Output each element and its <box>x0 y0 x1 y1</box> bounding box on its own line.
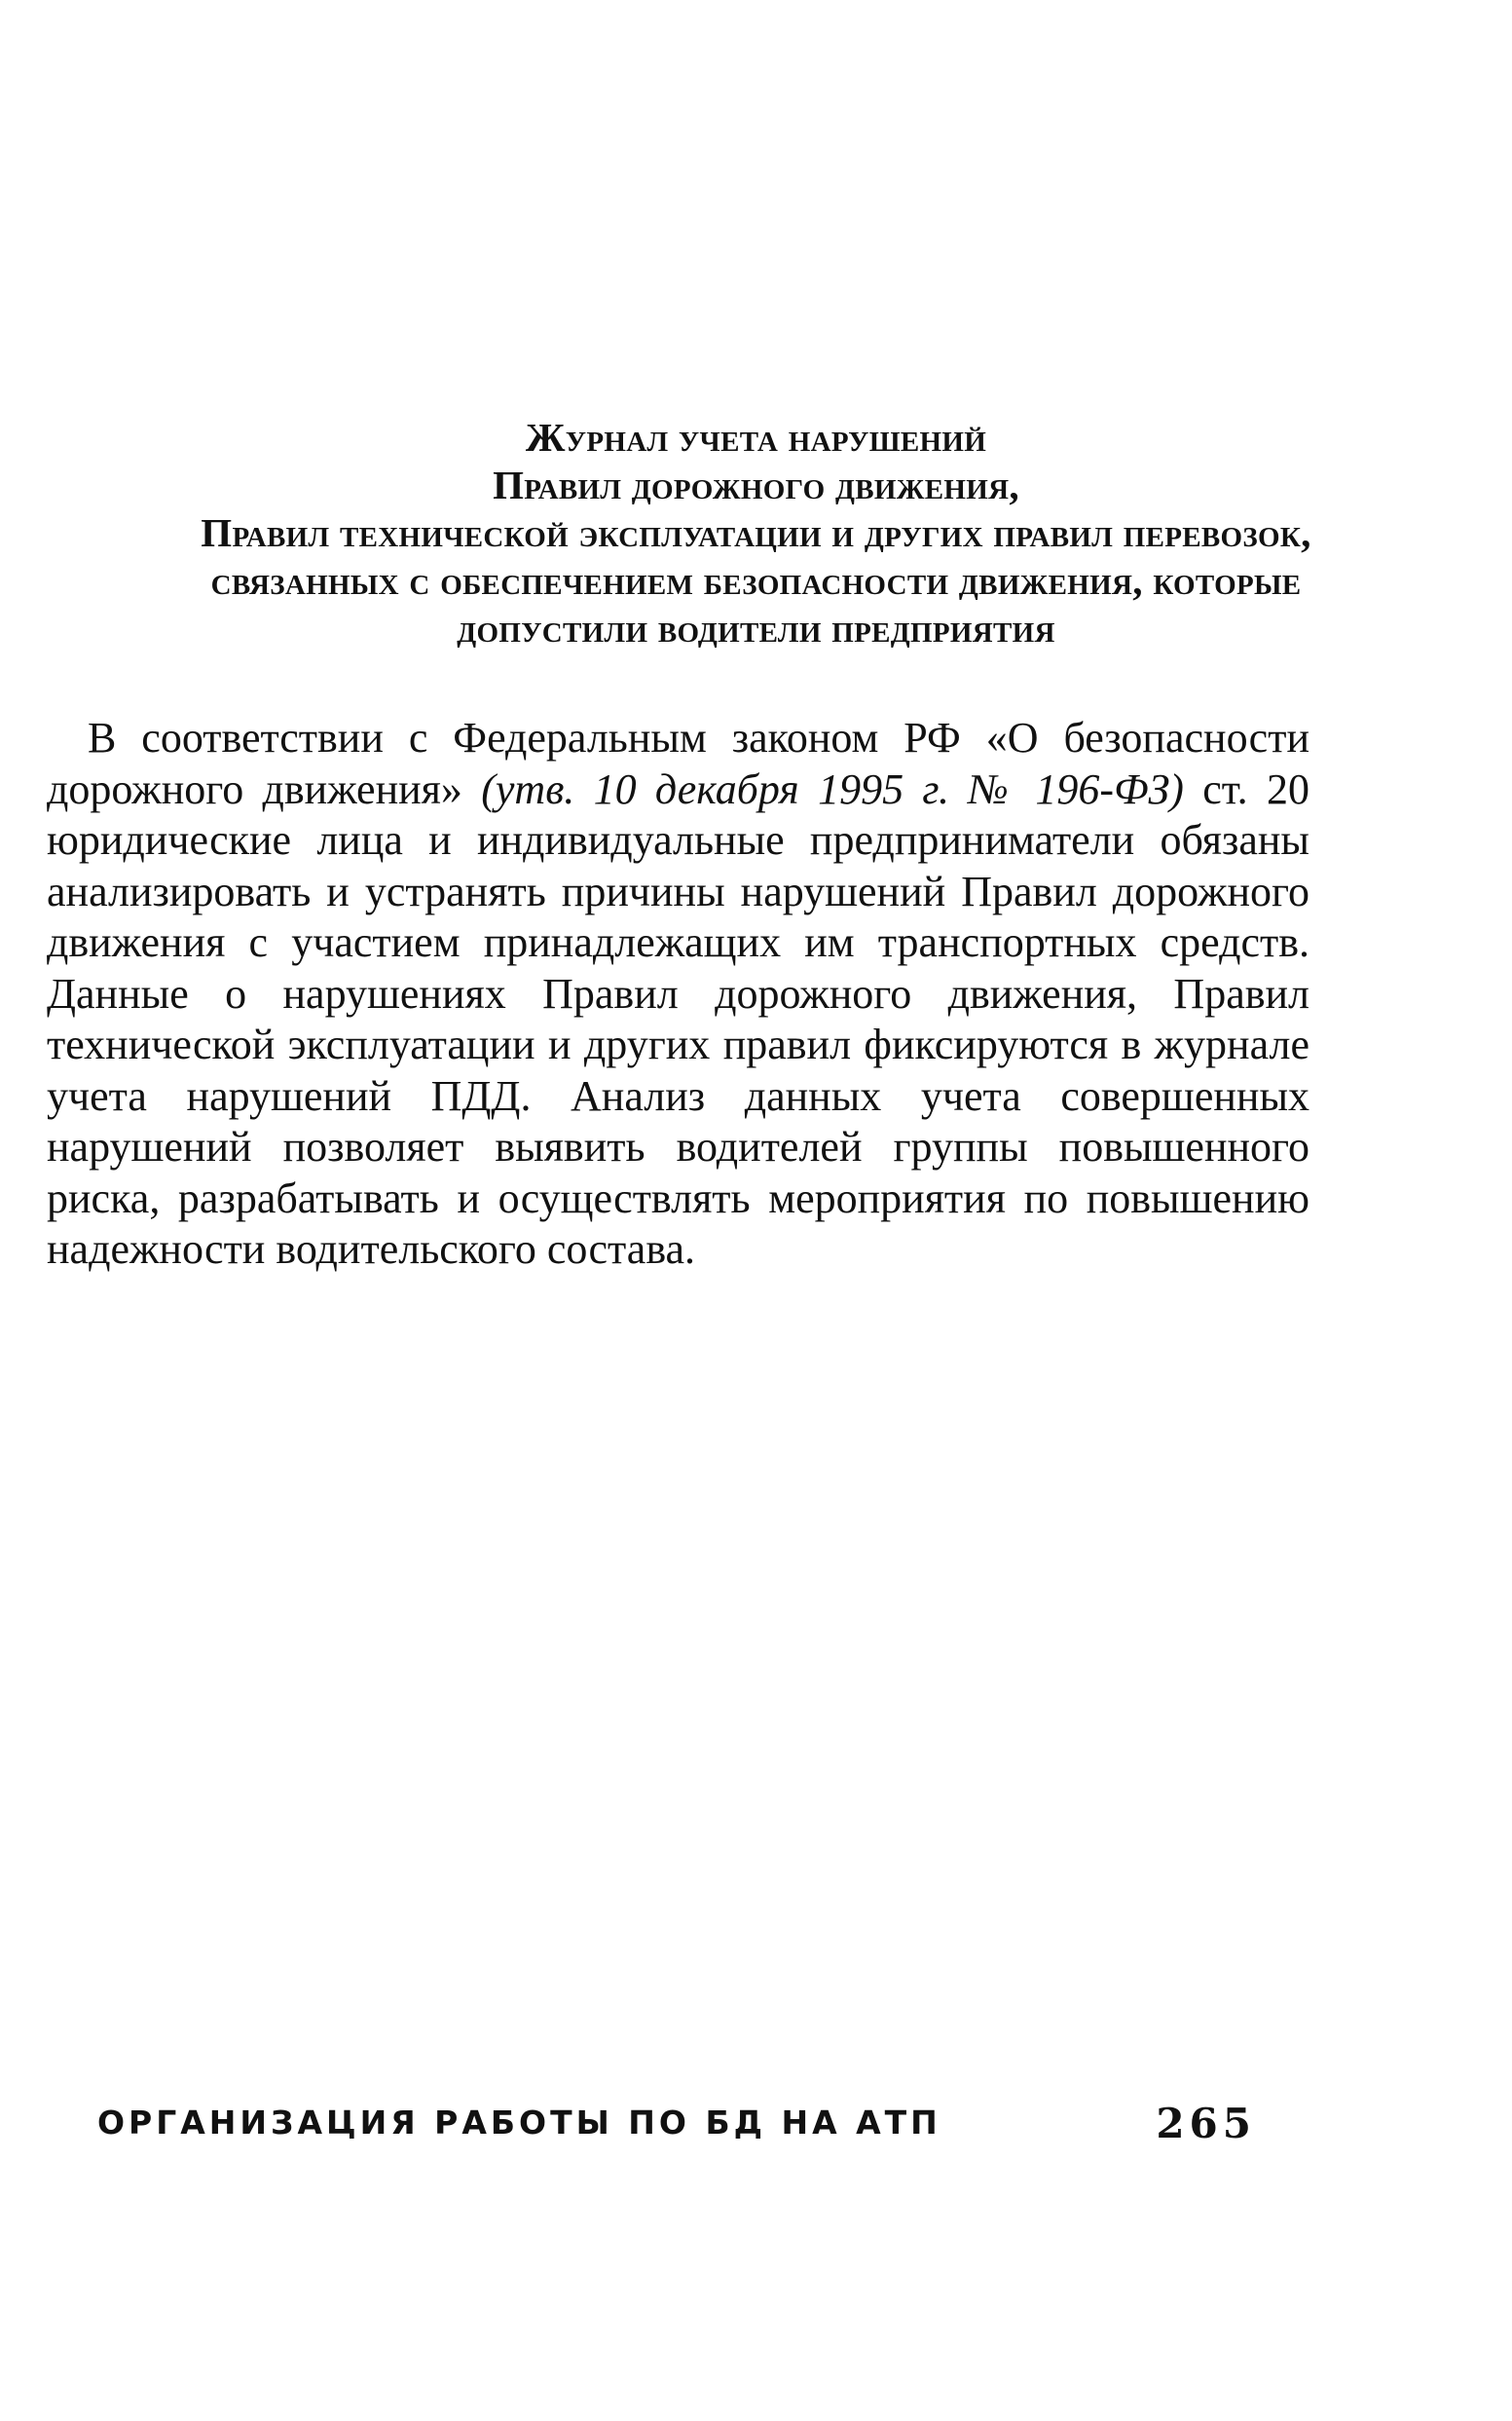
running-title: ОРГАНИЗАЦИЯ РАБОТЫ ПО БД НА АТП <box>97 2104 941 2142</box>
body-text-rest: ст. 20 юридические лица и индивидуальные предприниматели обязаны анализировать и устранять причины нарушений Правил дорожного движения с участием принадлежащих им транспортных средств. Данные о нарушениях Правил дорожного движения, Правил технической эксплуатации и других правил фиксируются в журнале учета нарушений ПДД. Анализ данных учета совершенных нарушений позволяет выявить водителей группы повышенного риска, разрабатывать и осуществлять мероприятия по повышению надежности водительского состава. <box>47 764 1309 1273</box>
heading-line-3: Правил технической эксплуатации и других правил перевозок, <box>201 510 1311 555</box>
law-reference: (утв. 10 декабря 1995 г. № 196-ФЗ) <box>481 764 1184 813</box>
page-number: 265 <box>1156 2100 1256 2147</box>
body-text-start: В соответствии с Федеральным законом РФ «О безопасности дорожного движения» <box>47 714 1309 813</box>
heading-line-2: Правил дорожного движения, <box>493 463 1019 507</box>
heading-line-1: Журнал учета нарушений <box>525 415 987 460</box>
heading-line-4: связанных с обеспечением безопасности движения, которые <box>210 558 1302 603</box>
body-paragraph <box>47 713 1309 1276</box>
page-footer <box>97 2100 1256 2162</box>
section-heading <box>39 414 1473 652</box>
heading-line-5: допустили водители предприятия <box>457 606 1055 651</box>
